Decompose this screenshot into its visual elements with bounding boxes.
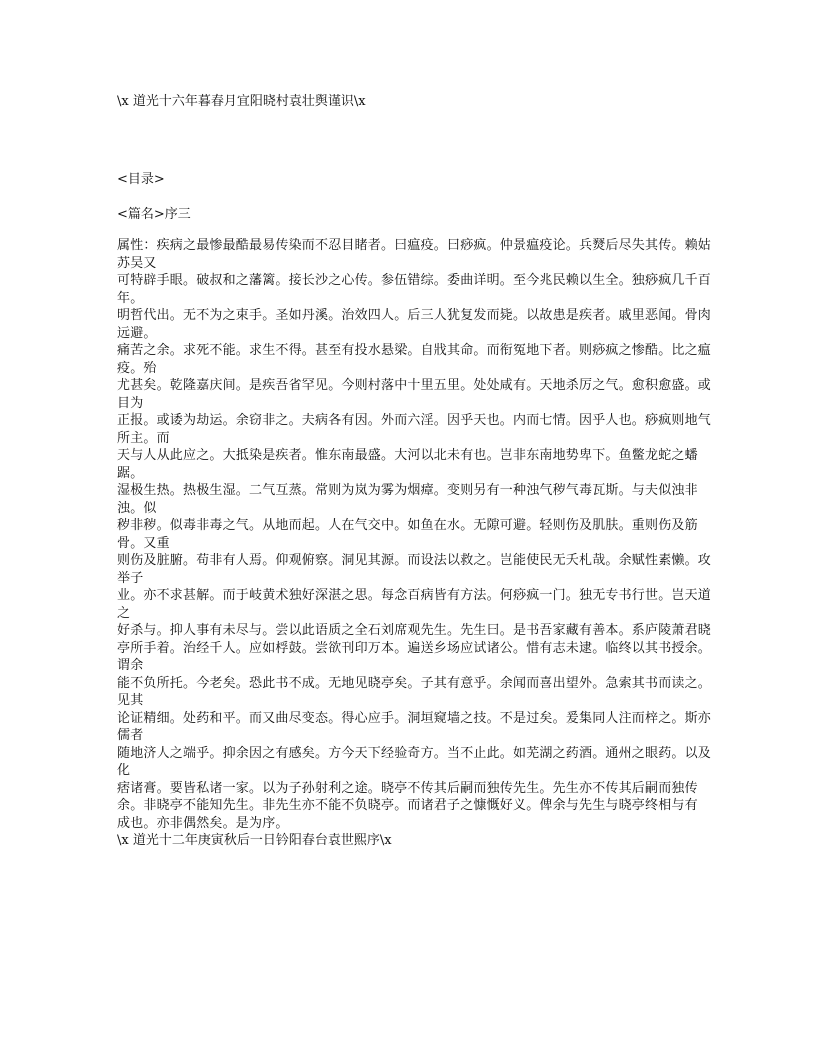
body-line: 随地济人之端乎。抑余因之有感矣。方今天下经验奇方。当不止此。如芜湖之药酒。通州之眼药。以及化 (117, 745, 712, 778)
body-line: 可特辟手眼。破叔和之藩篱。接长沙之心传。参伍错综。委曲详明。至今兆民赖以生全。独痧疯几千百年。 (117, 273, 712, 306)
body-line: 秽非秽。似毒非毒之气。从地而起。人在气交中。如鱼在水。无隙可避。轻则伤及肌肤。重则伤及筋骨。又重 (117, 518, 698, 551)
body-line: 能不负所托。今老矣。恐此书不成。无地见晓亭矣。子其有意乎。余闻而喜出望外。急索其书而读之。见其 (117, 675, 712, 708)
body-line: 正报。或诿为劫运。余窃非之。夫病各有因。外而六淫。因乎天也。内而七情。因乎人也。痧疯则地气所主。而 (117, 413, 712, 446)
body-line: 属性：疾病之最惨最酷最易传染而不忍目睹者。曰瘟疫。曰痧疯。仲景瘟疫论。兵燹后尽失其传。赖姑苏吴又 (117, 238, 712, 271)
toc-label: <目录> (117, 172, 165, 187)
body-line: 痞诸膏。要皆私诸一家。以为子孙射利之途。晓亭不传其后嗣而独传先生。先生亦不传其后嗣而独传 (117, 780, 698, 796)
body-line: 好杀与。抑人事有未尽与。尝以此语质之全石刘席观先生。先生曰。是书吾家藏有善本。系庐陵萧君晓 (117, 623, 712, 638)
body-line: 成也。亦非偶然矣。是为序。 (117, 815, 289, 831)
body-line: 明哲代出。无不为之束手。圣如丹溪。治效四人。后三人犹复发而毙。以故患是疾者。戚里恶闻。骨肉远避。 (117, 308, 712, 341)
section-title: <篇名>序三 (117, 207, 191, 222)
end-signature: \x 道光十二年庚寅秋后一日钤阳春台袁世熙序\x (117, 833, 392, 848)
preface-body (117, 237, 717, 850)
preface-signature: \x 道光十六年暮春月宜阳晓村袁壮舆谨识\x (117, 94, 366, 109)
body-line: 亭所手着。治经千人。应如桴鼓。尝欲刊印万本。遍送乡场应试诸公。惜有志未逮。临终以其书授余。谓余 (117, 640, 712, 673)
body-line: 湿极生热。热极生湿。二气互蒸。常则为岚为雾为烟瘴。变则另有一种浊气秽气毒瓦斯。与夫似浊非浊。似 (117, 483, 698, 516)
body-line: 尤甚矣。乾隆嘉庆间。是疾吾省罕见。今则村落中十里五里。处处咸有。天地杀厉之气。愈积愈盛。或目为 (117, 378, 712, 411)
body-line: 则伤及脏腑。苟非有人焉。仰观俯察。洞见其源。而设法以救之。岂能使民无夭札哉。余赋性素懒。攻举子 (117, 553, 712, 586)
body-line: 论证精细。处药和平。而又曲尽变态。得心应手。洞垣窥墙之技。不是过矣。爰集同人注而梓之。斯亦儒者 (117, 710, 712, 743)
body-line: 天与人从此应之。大抵染是疾者。惟东南最盛。大河以北未有也。岂非东南地势卑下。鱼鳖龙蛇之蟠踞。 (117, 448, 698, 481)
body-line: 余。非晓亭不能知先生。非先生亦不能不负晓亭。而诸君子之慷慨好义。俾余与先生与晓亭终相与有 (117, 798, 698, 813)
body-line: 业。亦不求甚解。而于岐黄术独好深湛之思。每念百病皆有方法。何痧疯一门。独无专书行世。岂天道之 (117, 588, 712, 621)
body-line: 痛苦之余。求死不能。求生不得。甚至有投水悬梁。自戕其命。而衔冤地下者。则痧疯之惨酷。比之瘟疫。殆 (117, 343, 712, 376)
